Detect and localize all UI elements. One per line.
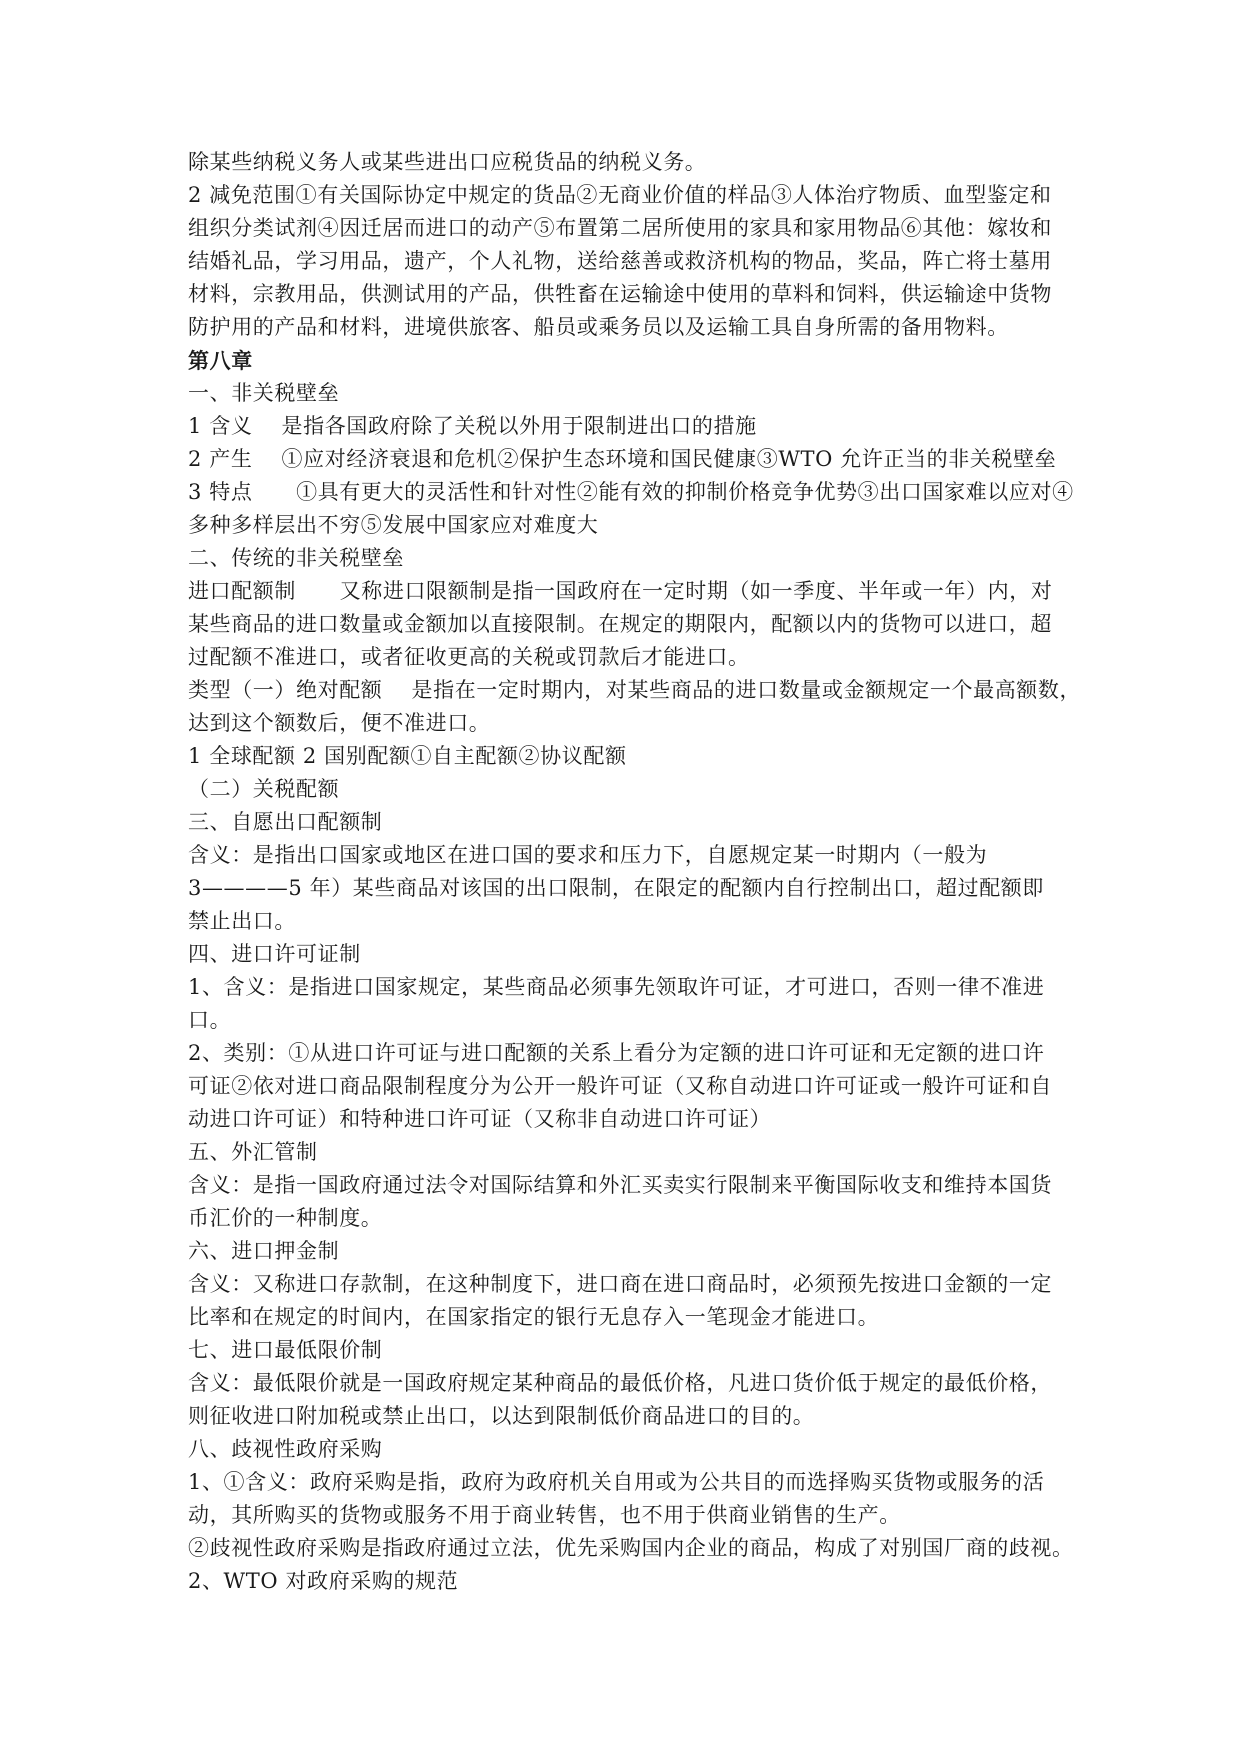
text-line: 口。 (188, 1008, 232, 1032)
text-line: （二）关税配额 (188, 777, 340, 801)
text-line: 2 产生 ①应对经济衰退和危机②保护生态环境和国民健康③WTO 允许正当的非关税壁垒 (188, 447, 1057, 471)
text-line: 2、类别：①从进口许可证与进口配额的关系上看分为定额的进口许可证和无定额的进口许 (188, 1041, 1045, 1065)
text-line: 含义：又称进口存款制，在这种制度下，进口商在进口商品时，必须预先按进口金额的一定 (188, 1272, 1052, 1296)
text-line: 材料，宗教用品，供测试用的产品，供牲畜在运输途中使用的草料和饲料，供运输途中货物 (188, 282, 1052, 306)
section-heading: 五、外汇管制 (188, 1140, 318, 1164)
text-line: 2 减免范围①有关国际协定中规定的货品②无商业价值的样品③人体治疗物质、血型鉴定和 (188, 183, 1052, 207)
section-heading: 四、进口许可证制 (188, 942, 361, 966)
text-line: 进口配额制 又称进口限额制是指一国政府在一定时期（如一季度、半年或一年）内，对 (188, 579, 1053, 603)
text-line: 动进口许可证）和特种进口许可证（又称非自动进口许可证） (188, 1107, 772, 1131)
text-line: 2、WTO 对政府采购的规范 (188, 1569, 459, 1593)
text-line: 类型（一）绝对配额 是指在一定时期内，对某些商品的进口数量或金额规定一个最高额数， (188, 678, 1082, 702)
text-line: 达到这个额数后，便不准进口。 (188, 711, 491, 735)
text-line: 含义：是指出口国家或地区在进口国的要求和压力下，自愿规定某一时期内（一般为 (188, 843, 988, 867)
section-heading: 八、歧视性政府采购 (188, 1437, 383, 1461)
text-line: 含义：是指一国政府通过法令对国际结算和外汇买卖实行限制来平衡国际收支和维持本国货 (188, 1173, 1052, 1197)
text-line: 则征收进口附加税或禁止出口，以达到限制低价商品进口的目的。 (188, 1404, 815, 1428)
text-line: 多种多样层出不穷⑤发展中国家应对难度大 (188, 513, 599, 537)
document-page (188, 146, 1082, 1598)
section-heading: 二、传统的非关税壁垒 (188, 546, 404, 570)
section-heading: 一、非关税壁垒 (188, 381, 340, 405)
text-line: 3————5 年）某些商品对该国的出口限制，在限定的配额内自行控制出口，超过配额即 (188, 876, 1044, 900)
chapter-heading: 第八章 (188, 348, 253, 373)
text-line: 可证②依对进口商品限制程度分为公开一般许可证（又称自动进口许可证或一般许可证和自 (188, 1074, 1052, 1098)
text-line: 除某些纳税义务人或某些进出口应税货品的纳税义务。 (188, 150, 707, 174)
section-heading: 三、自愿出口配额制 (188, 810, 383, 834)
text-line: 1、①含义：政府采购是指，政府为政府机关自用或为公共目的而选择购买货物或服务的活 (188, 1470, 1045, 1494)
text-line: 禁止出口。 (188, 909, 296, 933)
text-line: 币汇价的一种制度。 (188, 1206, 383, 1230)
text-line: 过配额不准进口，或者征收更高的关税或罚款后才能进口。 (188, 645, 750, 669)
text-line: ②歧视性政府采购是指政府通过立法，优先采购国内企业的商品，构成了对别国厂商的歧视。 (188, 1536, 1074, 1560)
text-line: 1 含义 是指各国政府除了关税以外用于限制进出口的措施 (188, 414, 757, 438)
text-line: 1 全球配额 2 国别配额①自主配额②协议配额 (188, 744, 627, 768)
text-line: 结婚礼品，学习用品，遗产，个人礼物，送给慈善或救济机构的物品，奖品，阵亡将士墓用 (188, 249, 1052, 273)
text-line: 防护用的产品和材料，进境供旅客、船员或乘务员以及运输工具自身所需的备用物料。 (188, 315, 1009, 339)
text-line: 含义：最低限价就是一国政府规定某种商品的最低价格，凡进口货价低于规定的最低价格， (188, 1371, 1052, 1395)
text-line: 1、含义：是指进口国家规定，某些商品必须事先领取许可证，才可进口，否则一律不准进 (188, 975, 1045, 999)
section-heading: 七、进口最低限价制 (188, 1338, 383, 1362)
text-line: 组织分类试剂④因迁居而进口的动产⑤布置第二居所使用的家具和家用物品⑥其他：嫁妆和 (188, 216, 1052, 240)
text-line: 动，其所购买的货物或服务不用于商业转售，也不用于供商业销售的生产。 (188, 1503, 901, 1527)
text-line: 比率和在规定的时间内，在国家指定的银行无息存入一笔现金才能进口。 (188, 1305, 880, 1329)
text-line: 3 特点 ①具有更大的灵活性和针对性②能有效的抑制价格竞争优势③出口国家难以应对④ (188, 480, 1074, 504)
section-heading: 六、进口押金制 (188, 1239, 340, 1263)
text-line: 某些商品的进口数量或金额加以直接限制。在规定的期限内，配额以内的货物可以进口，超 (188, 612, 1052, 636)
